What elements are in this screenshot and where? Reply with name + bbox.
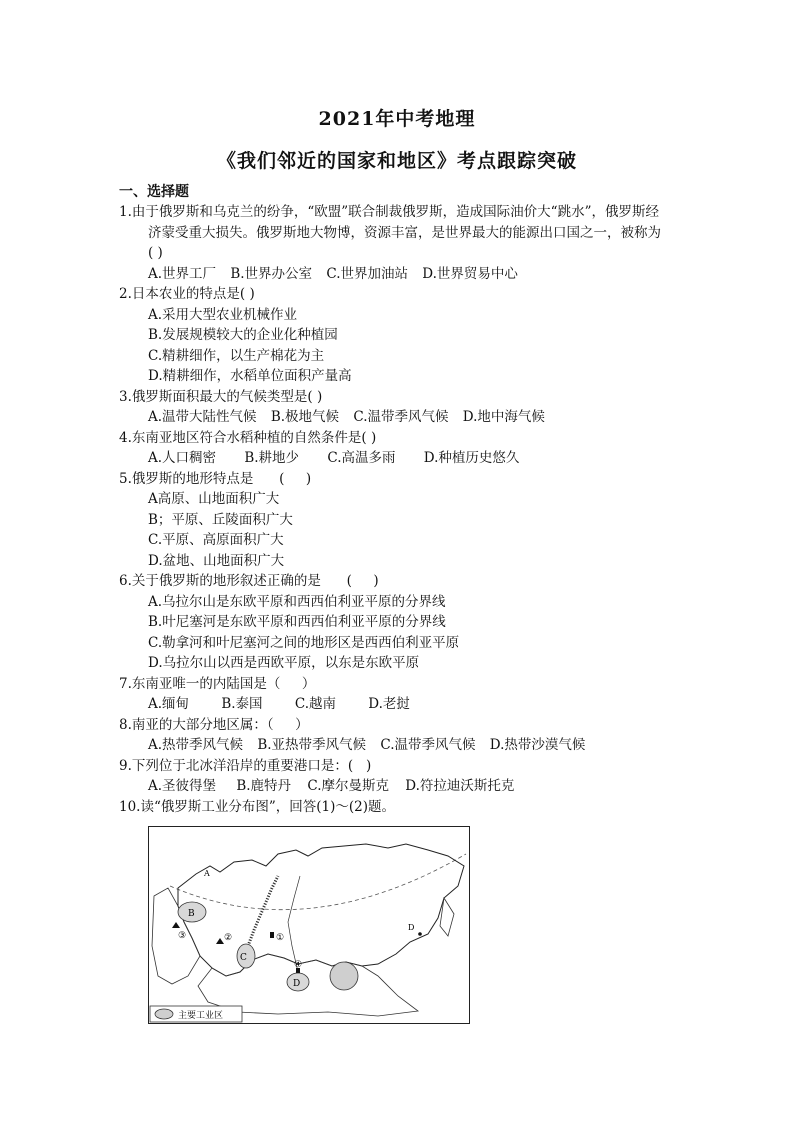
option-b: B.叶尼塞河是东欧平原和西西伯利亚平原的分界线 <box>148 614 446 630</box>
map-frame <box>149 827 470 1024</box>
question-stem: 3.俄罗斯面积最大的气候类型是( ) <box>119 388 323 405</box>
option-d: D.老挝 <box>368 696 410 712</box>
map-label-4: ④ <box>294 960 303 970</box>
question-stem: 9.下列位于北冰洋沿岸的重要港口是：( ) <box>119 757 372 774</box>
question-stem: 8.南亚的大部分地区属：（ ） <box>119 716 309 733</box>
russia-industry-map <box>148 826 470 1024</box>
options-row <box>119 776 709 797</box>
question-stem: 6.关于俄罗斯的地形叙述正确的是 ( ) <box>119 573 379 589</box>
question-7 <box>119 674 709 715</box>
question-stem: 2.日本农业的特点是( ) <box>119 286 255 302</box>
option-c: C.平原、高原面积广大 <box>148 532 284 548</box>
question-stem: 7.东南亚唯一的内陆国是（ ） <box>119 675 316 692</box>
question-9 <box>119 756 709 797</box>
question-5 <box>119 469 709 572</box>
map-label-3: ③ <box>178 931 187 941</box>
option-a: A.热带季风气候 <box>148 737 244 753</box>
option-a: A.温带大陆性气候 <box>148 409 257 425</box>
map-label-a: A <box>204 869 210 878</box>
section-heading: 一、选择题 <box>119 184 189 200</box>
option-b: B.亚热带季风气候 <box>257 737 367 753</box>
option-a: A高原、山地面积广大 <box>148 491 280 507</box>
option-b: B.极地气候 <box>270 409 340 425</box>
question-3 <box>119 387 709 428</box>
option-d: D.地中海气候 <box>462 409 545 425</box>
options-row <box>119 448 709 469</box>
option-b: B.发展规模较大的企业化种植园 <box>148 327 338 343</box>
option-b: B.鹿特丹 <box>236 778 292 794</box>
option-a: A.人口稠密 <box>148 450 217 466</box>
question-4 <box>119 428 709 469</box>
question-1 <box>119 202 709 284</box>
option-c: C.摩尔曼斯克 <box>307 778 389 794</box>
map-label-b: B <box>188 909 195 919</box>
option-c: C.越南 <box>294 696 336 712</box>
page-title: 2021年中考地理 <box>318 108 476 130</box>
option-d: D.盆地、山地面积广大 <box>148 552 285 569</box>
option-c: C.勒拿河和叶尼塞河之间的地形区是西西伯利亚平原 <box>148 634 460 651</box>
option-a: A.缅甸 <box>148 696 190 712</box>
question-stem: 5.俄罗斯的地形特点是 ( ) <box>119 470 312 487</box>
option-a: A.圣彼得堡 <box>148 778 217 794</box>
question-6 <box>119 571 709 674</box>
options-row <box>119 264 709 285</box>
question-2 <box>119 284 709 387</box>
map-label-d-zone: D <box>293 979 301 989</box>
option-b: B.泰国 <box>221 696 263 712</box>
option-d: D.符拉迪沃斯托克 <box>405 778 515 794</box>
question-10 <box>119 797 709 818</box>
option-c: C.温带季风气候 <box>380 737 476 753</box>
option-a: A.乌拉尔山是东欧平原和西西伯利亚平原的分界线 <box>148 593 446 610</box>
option-d: D.世界贸易中心 <box>422 265 518 282</box>
question-stem: 1.由于俄罗斯和乌克兰的纷争，“欧盟”联合制裁俄罗斯，造成国际油价大“跳水”，俄罗斯经 <box>119 204 659 220</box>
options-row <box>119 735 709 756</box>
option-d: D.精耕细作，水稻单位面积产量高 <box>148 368 352 384</box>
city-marker <box>270 932 274 938</box>
answer-blank: ( ) <box>148 245 163 261</box>
option-d: D.种植历史悠久 <box>423 450 520 466</box>
option-c: C.世界加油站 <box>326 265 408 282</box>
options-row <box>119 407 709 428</box>
options-row <box>119 694 709 715</box>
industrial-zone-east <box>330 962 358 990</box>
city-marker <box>418 932 422 936</box>
page-subtitle: 《我们邻近的国家和地区》考点跟踪突破 <box>216 150 577 172</box>
map-label-1: ① <box>276 933 285 943</box>
option-b: B.世界办公室 <box>230 265 313 282</box>
question-list <box>119 202 709 817</box>
question-stem: 10.读“俄罗斯工业分布图”，回答(1)～(2)题。 <box>119 798 396 815</box>
map-label-d-city: D <box>408 923 415 932</box>
legend-swatch <box>155 1009 173 1019</box>
option-a: A.世界工厂 <box>148 265 217 282</box>
legend-label: 主要工业区 <box>178 1011 224 1021</box>
option-b: B.耕地少 <box>244 450 300 466</box>
question-8 <box>119 715 709 756</box>
map-label-2: ② <box>224 933 233 943</box>
option-b: B；平原、丘陵面积广大 <box>148 511 293 528</box>
option-d: D.乌拉尔山以西是西欧平原，以东是东欧平原 <box>148 655 420 671</box>
option-c: C.温带季风气候 <box>353 409 449 425</box>
option-c: C.精耕细作，以生产棉花为主 <box>148 347 325 364</box>
option-a: A.采用大型农业机械作业 <box>148 306 298 323</box>
question-stem-cont: 济蒙受重大损失。俄罗斯地大物博，资源丰富，是世界最大的能源出口国之一，被称为 <box>148 224 661 241</box>
option-c: C.高温多雨 <box>327 450 396 466</box>
option-d: D.热带沙漠气候 <box>489 737 586 753</box>
question-stem: 4.东南亚地区符合水稻种植的自然条件是( ) <box>119 429 377 446</box>
map-label-c: C <box>240 953 247 963</box>
